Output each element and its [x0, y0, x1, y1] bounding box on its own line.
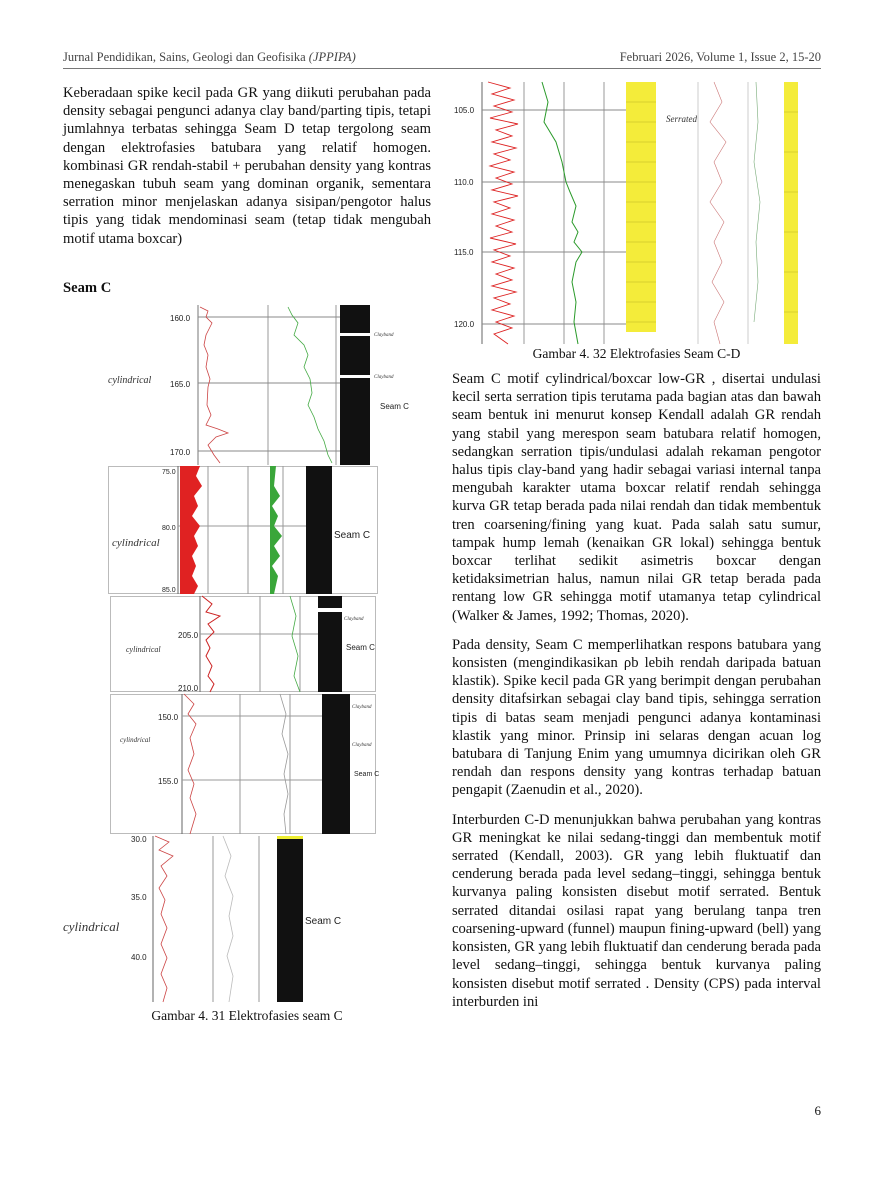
motif-label: Serrated	[666, 114, 697, 124]
issue-info: Februari 2026, Volume 1, Issue 2, 15-20	[619, 50, 821, 64]
body-paragraph: Pada density, Seam C memperlihatkan respons batubara yang konsisten (mengindikasikan ρb lebih rendah daripada batuan klastik). Spike kecil pada GR yang berimpit dengan perubahan density ditafsirkan sebagai clay band tipis, sehingga serration tipis di batas seam menjadi pengunci adanya kontaminasi klastik yang minor. Prinsip ini selaras dengan acuan log batubara di Tanjung Enim yang umumnya dicirikan oleh GR rendah dan respons density yang kontras terhadap batuan pengapit (Zaenudin et al., 2020).	[452, 636, 821, 799]
right-column	[452, 370, 821, 1022]
journal-title: Jurnal Pendidikan, Sains, Geologi dan Geofisika (JPPIPA)	[63, 50, 356, 64]
body-paragraph: Keberadaan spike kecil pada GR yang diikuti perubahan pada density sebagai pengunci adanya clay band/parting tipis, tetapi jumlahnya terbatas sehingga Seam D tetap tergolong seam dengan elektrofasies batubara yang relatif homogen. kombinasi GR rendah-stabil + perubahan density yang kontras menegaskan tubuh seam yang dominan organik, sementara serration minor menjelaskan adanya sisipan/pengotor halus tipis yang tidak mendominasi seam (tetap tidak mengubah motif utama boxcar)	[63, 85, 431, 247]
seam-label: Seam C	[346, 643, 375, 652]
depth-tick: 105.0	[454, 106, 475, 115]
depth-tick: 85.0	[162, 587, 176, 594]
clayband-note: Clayband	[352, 705, 372, 710]
depth-tick: 210.0	[178, 684, 199, 693]
motif-label: cylindrical	[112, 537, 160, 549]
depth-tick: 150.0	[158, 713, 179, 722]
figure-31-panel-4	[110, 694, 380, 834]
depth-tick: 75.0	[162, 469, 176, 476]
body-paragraph: Seam C motif cylindrical/boxcar low-GR , disertai undulasi kecil serta serration tipis terutama pada bagian atas dan bawah seam bentuk ini menurut konsep Kendall adalah GR rendah yang stabil yang merespon seam batubara relatif homogen, sedangkan serration tipis/undulasi adalah rekaman pengotor halus tipis clay-band yang hadir sebagai variasi internal tanpa mengubah karakter utama boxcar relatif rendah sehingga kurva GR tetap berada pada nilai rendah dan tidak membentuk tren coarsening/fining yang kuat. Pada salah satu sumur, tampak hump lemah (kenaikan GR lokal) sehingga bentuk boxcar terlihat sedikit asimetris boxcar dengan ketidaksimetrian halus, namun nilai GR tetap berada pada rentang low GR sehingga motif utamanya tetap cylindrical (Walker & James, 1992; Thomas, 2020).	[452, 371, 821, 624]
clayband-note: Clayband	[352, 743, 372, 748]
clayband-note: Clayband	[344, 617, 364, 622]
figure-32	[452, 82, 821, 344]
motif-label: cylindrical	[120, 736, 151, 744]
depth-tick: 35.0	[131, 893, 147, 902]
running-header	[63, 50, 821, 69]
motif-label: cylindrical	[108, 375, 152, 386]
seam-label: Seam C	[380, 402, 409, 411]
body-paragraph: Interburden C-D menunjukkan bahwa perubahan yang kontras GR meningkat ke nilai sedang-tinggi dan membentuk motif serrated (Kendall, 2003). GR yang lebih fluktuatif dan cenderung berada pada level sedang–tinggi, sehingga bentuk kurvanya paling konsisten disebut motif serrated. Bentuk serrated ditandai osilasi rapat yang berulang tanpa tren coarsening-upward (funnel) maupun fining-upward (bell) yang konsisten, GR yang lebih fluktuatif dan cenderung berada pada level sedang–tinggi, sehingga bentuk kurvanya paling konsisten disebut motif serrated . Density (CPS) pada interval interburden ini	[452, 811, 821, 1010]
depth-tick: 115.0	[454, 248, 474, 257]
figure-31-panel-2	[108, 466, 378, 594]
figure-32-caption: Gambar 4. 32 Elektrofasies Seam C-D	[532, 346, 741, 361]
depth-tick: 170.0	[170, 448, 191, 457]
depth-tick: 155.0	[158, 777, 179, 786]
depth-tick: 80.0	[162, 525, 176, 532]
figure-31-panel-1	[108, 305, 416, 465]
motif-label: cylindrical	[126, 645, 161, 654]
section-heading: Seam C	[63, 280, 112, 296]
clayband-note: Clayband	[374, 375, 394, 380]
seam-label: Seam C	[334, 530, 371, 541]
figure-31-panel-3	[110, 596, 376, 692]
depth-tick: 30.0	[131, 835, 147, 844]
depth-tick: 160.0	[170, 314, 191, 323]
figure-31-panel-5	[63, 836, 375, 1002]
depth-tick: 40.0	[131, 953, 147, 962]
depth-tick: 205.0	[178, 631, 199, 640]
motif-label: cylindrical	[63, 919, 120, 934]
depth-tick: 110.0	[454, 178, 474, 187]
left-column	[63, 84, 431, 259]
page-number: 6	[814, 1103, 821, 1118]
figure-31-caption: Gambar 4. 31 Elektrofasies seam C	[151, 1008, 343, 1023]
depth-tick: 165.0	[170, 380, 191, 389]
seam-label: Seam C	[354, 771, 380, 778]
clayband-note: Clayband	[374, 333, 394, 338]
seam-label: Seam C	[305, 916, 342, 927]
depth-tick: 120.0	[454, 320, 475, 329]
